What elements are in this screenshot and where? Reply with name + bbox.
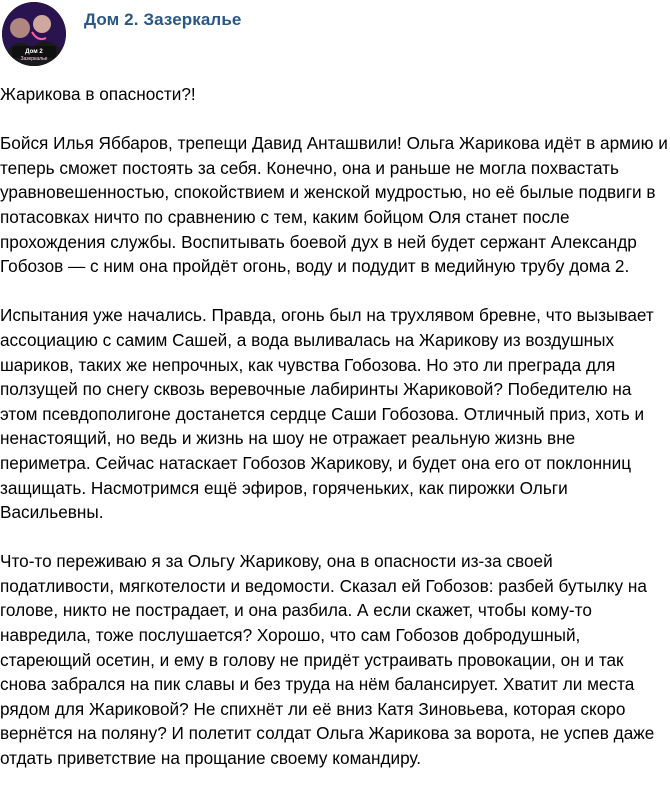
text-line: ползущей по снегу сквозь веревочные лабиринты Жариковой? Победителю на: [0, 379, 632, 400]
text-line: Испытания уже начались. Правда, огонь был на трухлявом бревне, что вызывает: [0, 305, 654, 326]
group-name-link[interactable]: Дом 2. Зазеркалье: [84, 10, 242, 29]
svg-text:Дом 2: Дом 2: [25, 49, 43, 55]
text-line: уравновешенностью, спокойствием и женской мудростью, но её былые подвиги в: [0, 182, 656, 203]
group-avatar-logo-icon: [2, 2, 66, 66]
text-line: стареющий осетин, и ему в голову не придёт устраивать провокации, он и так: [0, 649, 624, 670]
group-avatar[interactable]: [2, 2, 66, 66]
text-line: прохождения службы. Воспитывать боевой дух в ней будет сержант Александр: [0, 231, 637, 252]
text-line: отдать приветствие на прощание своему командиру.: [0, 748, 422, 769]
text-line: голове, никто не пострадает, и она разбила. А если скажет, чтобы кому-то: [0, 600, 592, 621]
text-line: податливости, мягкотелости и ведомости. Сказал ей Гобозов: разбей бутылку на: [0, 575, 647, 596]
text-line: снова забрался на пик славы и без труда на нём балансирует. Хватит ли места: [0, 674, 635, 695]
text-line: навредила, тоже послушается? Хорошо, что сам Гобозов добродушный,: [0, 625, 581, 646]
text-line: вернётся на поляну? И полетит солдат Ольга Жарикова за ворота, не успев даже: [0, 723, 655, 744]
post-title: Жарикова в опасности?!: [0, 84, 196, 104]
post-header: [0, 0, 670, 70]
post-paragraph-2: [0, 303, 666, 524]
post-paragraph-1: [0, 131, 666, 279]
post-paragraph-3: [0, 549, 666, 770]
text-line: защищать. Насмотримся ещё эфиров, горяченьких, как пирожки Ольги: [0, 477, 568, 498]
text-line: ненастоящий, но ведь и жизнь на шоу не отражает реальную жизнь вне: [0, 428, 576, 449]
text-line: рядом для Жариковой? Не спихнёт ли её вниз Катя Зиновьева, которая скоро: [0, 698, 626, 719]
text-line: Бойся Илья Яббаров, трепещи Давид Анташвили! Ольга Жарикова идёт в армию и: [0, 133, 668, 154]
text-line: теперь сможет постоять за себя. Конечно, она и раньше не могла похвастать: [0, 157, 619, 178]
text-line: Гобозов — с ним она пройдёт огонь, воду и подудит в медийную трубу дома 2.: [0, 256, 630, 277]
svg-text:Зазеркалье: Зазеркалье: [20, 56, 48, 62]
text-line: шариков, таких же непрочных, как чувства Гобозова. Но это ли преграда для: [0, 354, 616, 375]
text-line: этом псевдополигоне достанется сердце Саши Гобозова. Отличный приз, хоть и: [0, 403, 645, 424]
text-line: потасовках ничто по сравнению с тем, каким бойцом Оля станет после: [0, 206, 570, 227]
post-body: [0, 82, 666, 795]
text-line: ассоциацию с самим Сашей, а вода выливалась на Жарикову из воздушных: [0, 329, 615, 350]
text-line: периметра. Сейчас натаскает Гобозов Жарикову, и будет она его от поклонниц: [0, 452, 632, 473]
text-line: Что-то переживаю я за Ольгу Жарикову, она в опасности из-за своей: [0, 551, 553, 572]
text-line: Васильевны.: [0, 502, 104, 523]
